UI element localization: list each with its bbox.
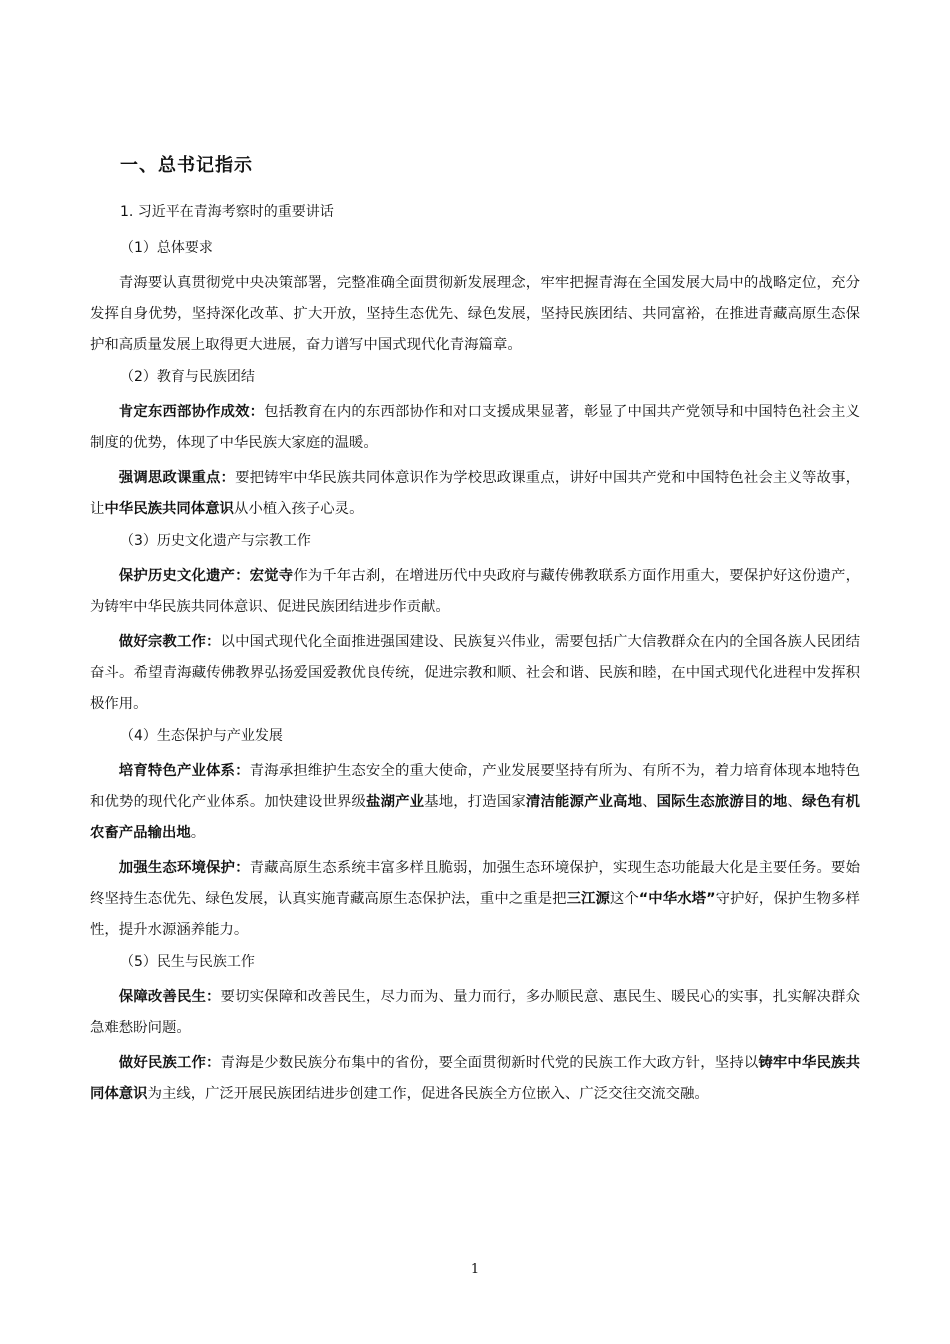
- part-title-ecology: （4）生态保护与产业发展: [120, 728, 283, 744]
- part-title-heritage: （3）历史文化遗产与宗教工作: [120, 533, 311, 549]
- document-body: [90, 152, 860, 1114]
- paragraph-text: 作为千年古刹，在增进历代中央政府与藏传佛教联系方面作用重大，要保护好这份遗产，为铸牢中华民族共同体意识、促进民族团结进步作贡献。: [90, 568, 860, 615]
- paragraph-east-west: [90, 397, 860, 459]
- emphasis-text: 铸牢中华民族共同体意识: [90, 1055, 860, 1102]
- paragraph-livelihood: [90, 982, 860, 1044]
- paragraph-environment: [90, 853, 860, 946]
- paragraph-ideology: [90, 463, 860, 525]
- paragraph-text: 青海要认真贯彻党中央决策部署，完整准确全面贯彻新发展理念，牢牢把握青海在全国发展大局中的战略定位，充分发挥自身优势，坚持深化改革、扩大开放，坚持生态优先、绿色发展，坚持民族团结、共同富裕，在推进青藏高原生态保护和高质量发展上取得更大进展，奋力谱写中国式现代化青海篇章。: [90, 275, 860, 353]
- paragraph-heritage: [90, 561, 860, 623]
- emphasis-text: “中华水塔”: [638, 891, 716, 907]
- paragraph-overall: [90, 268, 860, 361]
- paragraph-text: 青海承担维护生态安全的重大使命，产业发展要坚持有所为、有所不为，着力培育体现本地特色和优势的现代化产业体系。加快建设世界级: [90, 763, 860, 810]
- paragraph-text: 从小植入孩子心灵。: [233, 501, 364, 517]
- paragraph-lead: 保护历史文化遗产：: [118, 568, 250, 584]
- paragraph-text: 包括教育在内的东西部协作和对口支援成果显著，彰显了中国共产党领导和中国特色社会主义制度的优势，体现了中华民族大家庭的温暖。: [90, 404, 860, 451]
- paragraph-text: 这个: [609, 891, 639, 907]
- emphasis-text: 盐湖产业: [366, 794, 425, 810]
- paragraph-text: 。: [190, 825, 206, 841]
- paragraph-lead: 肯定东西部协作成效：: [118, 404, 265, 420]
- part-title-education: （2）教育与民族团结: [120, 369, 255, 385]
- paragraph-religion: [90, 627, 860, 720]
- paragraph-text: 为主线，广泛开展民族团结进步创建工作，促进各民族全方位嵌入、广泛交往交流交融。: [147, 1086, 709, 1102]
- part-title-overall: （1）总体要求: [120, 240, 213, 256]
- paragraph-text: 青海是少数民族分布集中的省份，要全面贯彻新时代党的民族工作大政方针，坚持以: [220, 1055, 759, 1071]
- emphasis-text: 国际生态旅游目的地: [656, 794, 788, 810]
- paragraph-text: 基地，打造国家: [424, 794, 526, 810]
- subsection-heading: 1. 习近平在青海考察时的重要讲话: [120, 204, 334, 220]
- paragraph-lead: 培育特色产业体系：: [118, 763, 250, 779]
- paragraph-lead: 保障改善民生：: [118, 989, 221, 1005]
- part-title-livelihood: （5）民生与民族工作: [120, 954, 255, 970]
- emphasis-text: 清洁能源产业高地: [525, 794, 643, 810]
- paragraph-text: 、: [642, 794, 657, 810]
- emphasis-text: 三江源: [566, 891, 610, 907]
- paragraph-text: 要切实保障和改善民生，尽力而为、量力而行，多办顺民意、惠民生、暖民心的实事，扎实解决群众急难愁盼问题。: [90, 989, 860, 1036]
- paragraph-text: 要把铸牢中华民族共同体意识作为学校思政课重点，讲好中国共产党和中国特色社会主义等故事，让: [90, 470, 860, 517]
- paragraph-text: 以中国式现代化全面推进强国建设、民族复兴伟业，需要包括广大信教群众在内的全国各族人民团结奋斗。希望青海藏传佛教界弘扬爱国爱教优良传统，促进宗教和顺、社会和谐、民族和睦，在中国式现代化进程中发挥积极作用。: [90, 634, 860, 712]
- section-heading: 一、总书记指示: [120, 155, 253, 176]
- paragraph-lead: 强调思政课重点：: [118, 470, 236, 486]
- emphasis-text: 中华民族共同体意识: [104, 501, 234, 517]
- page-number: 1: [470, 1262, 480, 1277]
- emphasis-text: 绿色有机农畜产品输出地: [90, 794, 860, 841]
- paragraph-lead: 加强生态环境保护：: [118, 860, 250, 876]
- paragraph-text: 守护好，保护生物多样性，提升水源涵养能力。: [90, 891, 860, 938]
- paragraph-text: 青藏高原生态系统丰富多样且脆弱，加强生态环境保护，实现生态功能最大化是主要任务。要始终坚持生态优先、绿色发展，认真实施青藏高原生态保护法，重中之重是把: [90, 860, 860, 907]
- paragraph-lead: 做好宗教工作：: [118, 634, 221, 650]
- paragraph-lead: 做好民族工作：: [118, 1055, 221, 1071]
- emphasis-text: 宏觉寺: [249, 568, 294, 584]
- paragraph-text: 、: [787, 794, 802, 810]
- paragraph-industry: [90, 756, 860, 849]
- paragraph-ethnic-work: [90, 1048, 860, 1110]
